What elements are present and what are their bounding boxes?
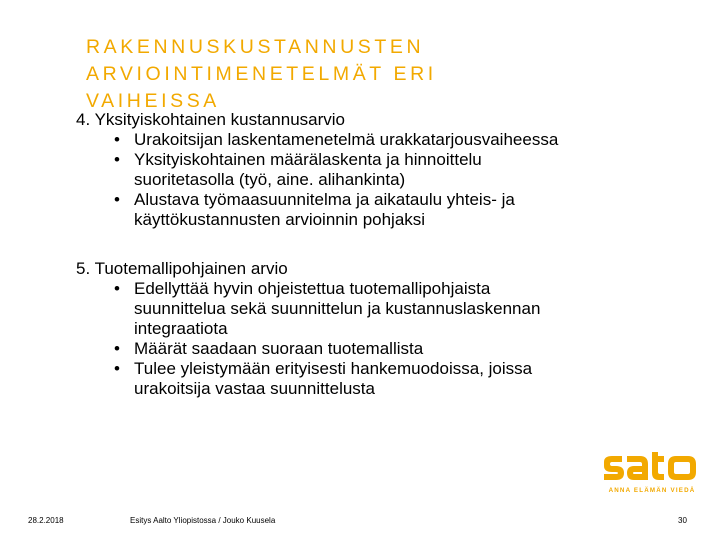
bullet-line: • Urakoitsijan laskentamenetelmä urakkatarjousvaiheessa <box>134 130 559 149</box>
bullet-line: • Yksityiskohtainen määrälaskenta ja hinnoittelu <box>134 150 482 169</box>
bullet-item <box>76 150 676 190</box>
section-detailed-estimate <box>76 110 676 230</box>
sato-logo <box>600 452 704 498</box>
section-heading: 4. Yksityiskohtainen kustannusarvio <box>76 110 346 129</box>
bullet-line: suunnittelua sekä suunnittelun ja kustannuslaskennan <box>134 299 541 318</box>
bullet-item <box>76 190 676 230</box>
bullet-line: integraatiota <box>134 319 228 338</box>
sato-logo-icon <box>600 452 704 498</box>
bullet-item <box>76 359 676 399</box>
bullet-line: urakoitsija vastaa suunnittelusta <box>134 379 375 398</box>
bullet-list <box>76 130 676 230</box>
footer-page-number: 30 <box>678 516 687 525</box>
title-line: RAKENNUSKUSTANNUSTEN <box>86 36 425 58</box>
slide-content <box>76 110 676 399</box>
bullet-line: • Alustava työmaasuunnitelma ja aikataulu yhteis- ja <box>134 190 515 209</box>
section-heading: 5. Tuotemallipohjainen arvio <box>76 259 288 278</box>
title-line: ARVIOINTIMENETELMÄT ERI <box>86 63 437 85</box>
bullet-item <box>76 339 676 359</box>
bullet-item <box>76 279 676 339</box>
slide-title <box>86 34 646 115</box>
bullet-list <box>76 279 676 399</box>
logo-tagline: ANNA ELÄMÄN VIEDÄ <box>608 487 696 494</box>
bullet-line: • Tulee yleistymään erityisesti hankemuodoissa, joissa <box>134 359 533 378</box>
bullet-line: suoritetasolla (työ, aine. alihankinta) <box>134 170 406 189</box>
bullet-line: • Edellyttää hyvin ohjeistettua tuotemallipohjaista <box>134 279 491 298</box>
bullet-item <box>76 130 676 150</box>
title-line: VAIHEISSA <box>86 90 220 112</box>
footer-presenter: Esitys Aalto Yliopistossa / Jouko Kuusela <box>130 516 276 525</box>
bullet-line: käyttökustannusten arvioinnin pohjaksi <box>134 210 426 229</box>
footer-date: 28.2.2018 <box>28 516 64 525</box>
section-product-model-estimate <box>76 259 676 399</box>
bullet-line: • Määrät saadaan suoraan tuotemallista <box>134 339 424 358</box>
